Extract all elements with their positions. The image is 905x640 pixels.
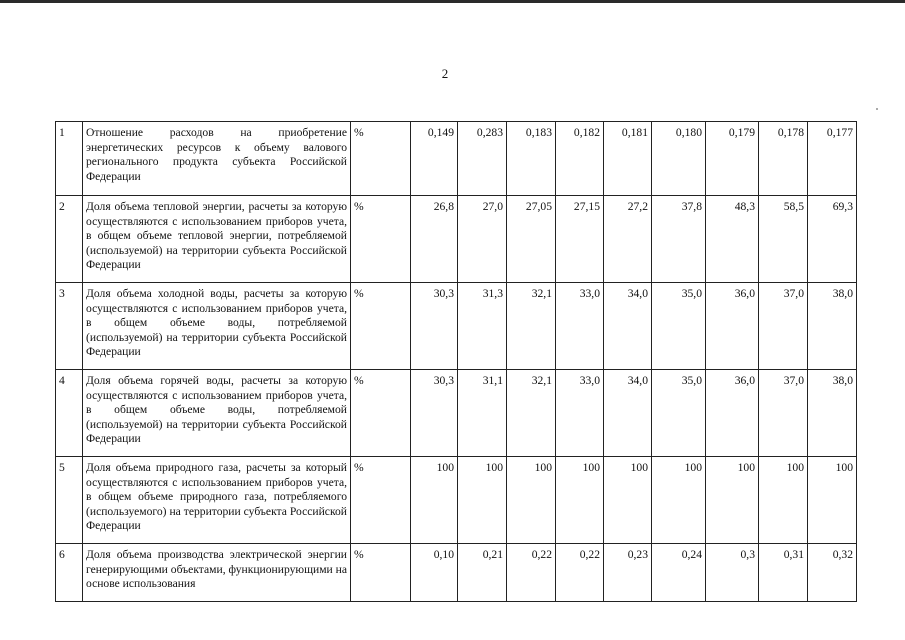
value-cell: 32,1 xyxy=(507,370,556,457)
value-cell: 35,0 xyxy=(652,283,706,370)
value-cell: 0,180 xyxy=(652,122,706,196)
value-cell: 37,8 xyxy=(652,196,706,283)
value-cell: 0,31 xyxy=(759,544,808,602)
value-cell: 0,179 xyxy=(706,122,759,196)
row-number: 6 xyxy=(56,544,83,602)
unit-cell: % xyxy=(351,457,411,544)
indicator-name: Доля объема природного газа, расчеты за который осуществляются с использованием приборов учета, в общем объеме природного газа, потребляемого (используемого) на территории субъекта Российской Федерации xyxy=(83,457,351,544)
value-cell: 58,5 xyxy=(759,196,808,283)
value-cell: 100 xyxy=(759,457,808,544)
value-cell: 38,0 xyxy=(808,370,857,457)
top-border-line xyxy=(0,0,905,3)
table-row xyxy=(56,457,857,544)
value-cell: 0,22 xyxy=(556,544,604,602)
table-body xyxy=(56,122,857,602)
value-cell: 35,0 xyxy=(652,370,706,457)
indicators-table xyxy=(55,121,857,602)
unit-cell: % xyxy=(351,122,411,196)
value-cell: 100 xyxy=(604,457,652,544)
table-row xyxy=(56,122,857,196)
row-number: 1 xyxy=(56,122,83,196)
value-cell: 31,1 xyxy=(458,370,507,457)
value-cell: 0,10 xyxy=(411,544,458,602)
value-cell: 100 xyxy=(706,457,759,544)
value-cell: 100 xyxy=(411,457,458,544)
value-cell: 26,8 xyxy=(411,196,458,283)
page-number: 2 xyxy=(441,66,449,81)
value-cell: 37,0 xyxy=(759,283,808,370)
value-cell: 0,32 xyxy=(808,544,857,602)
indicator-name: Доля объема холодной воды, расчеты за которую осуществляются с использованием приборов учета, в общем объеме воды, потребляемой (используемой) на территории субъекта Российской Федерации xyxy=(83,283,351,370)
table-row xyxy=(56,283,857,370)
value-cell: 0,182 xyxy=(556,122,604,196)
table-row xyxy=(56,196,857,283)
value-cell: 37,0 xyxy=(759,370,808,457)
value-cell: 0,24 xyxy=(652,544,706,602)
value-cell: 0,3 xyxy=(706,544,759,602)
value-cell: 27,05 xyxy=(507,196,556,283)
value-cell: 0,22 xyxy=(507,544,556,602)
indicator-name: Отношение расходов на приобретение энергетических ресурсов к объему валового регионального продукта субъекта Российской Федерации xyxy=(83,122,351,196)
value-cell: 38,0 xyxy=(808,283,857,370)
value-cell: 34,0 xyxy=(604,283,652,370)
unit-cell: % xyxy=(351,370,411,457)
value-cell: 36,0 xyxy=(706,370,759,457)
value-cell: 33,0 xyxy=(556,283,604,370)
value-cell: 0,178 xyxy=(759,122,808,196)
value-cell: 100 xyxy=(458,457,507,544)
row-number: 3 xyxy=(56,283,83,370)
value-cell: 0,149 xyxy=(411,122,458,196)
value-cell: 48,3 xyxy=(706,196,759,283)
value-cell: 0,283 xyxy=(458,122,507,196)
value-cell: 0,181 xyxy=(604,122,652,196)
indicator-name: Доля объема производства электрической энергии генерирующими объектами, функционирующими на основе использования xyxy=(83,544,351,602)
value-cell: 27,0 xyxy=(458,196,507,283)
indicator-name: Доля объема горячей воды, расчеты за которую осуществляются с использованием приборов учета, в общем объеме воды, потребляемой (используемой) на территории субъекта Российской Федерации xyxy=(83,370,351,457)
table-row xyxy=(56,544,857,602)
value-cell: 30,3 xyxy=(411,370,458,457)
table-row xyxy=(56,370,857,457)
row-number: 2 xyxy=(56,196,83,283)
value-cell: 32,1 xyxy=(507,283,556,370)
value-cell: 69,3 xyxy=(808,196,857,283)
row-number: 5 xyxy=(56,457,83,544)
value-cell: 0,177 xyxy=(808,122,857,196)
value-cell: 0,183 xyxy=(507,122,556,196)
unit-cell: % xyxy=(351,196,411,283)
unit-cell: % xyxy=(351,544,411,602)
scan-mark xyxy=(876,108,878,110)
value-cell: 31,3 xyxy=(458,283,507,370)
value-cell: 0,23 xyxy=(604,544,652,602)
row-number: 4 xyxy=(56,370,83,457)
value-cell: 33,0 xyxy=(556,370,604,457)
value-cell: 100 xyxy=(652,457,706,544)
value-cell: 100 xyxy=(556,457,604,544)
indicator-name: Доля объема тепловой энергии, расчеты за которую осуществляются с использованием приборов учета, в общем объеме тепловой энергии, потребляемой (используемой) на территории субъекта Российской Федерации xyxy=(83,196,351,283)
value-cell: 100 xyxy=(507,457,556,544)
value-cell: 34,0 xyxy=(604,370,652,457)
value-cell: 27,2 xyxy=(604,196,652,283)
value-cell: 36,0 xyxy=(706,283,759,370)
value-cell: 0,21 xyxy=(458,544,507,602)
value-cell: 27,15 xyxy=(556,196,604,283)
value-cell: 30,3 xyxy=(411,283,458,370)
value-cell: 100 xyxy=(808,457,857,544)
unit-cell: % xyxy=(351,283,411,370)
